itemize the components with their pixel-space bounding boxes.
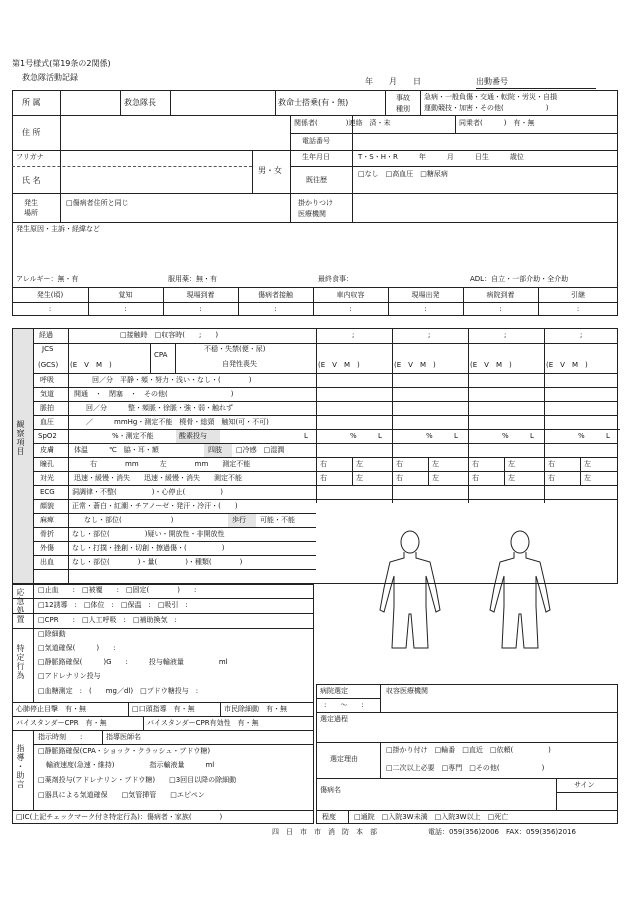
limbs-label: 四肢 xyxy=(208,446,222,454)
timeline-header-3: 傷病者接触 xyxy=(258,291,293,299)
obs-col-pupil-left: 左 xyxy=(432,460,439,468)
allergy-label[interactable]: アレルギー：無・有 xyxy=(16,275,79,283)
cpa-options-row2[interactable]: 自発性喪失 xyxy=(222,360,257,368)
severity-options[interactable]: □通院 □入院3W未満 □入院3W以上 □死亡 xyxy=(354,813,509,821)
bystander-cpr-field[interactable]: バイスタンダーCPR 有・無 xyxy=(16,719,107,727)
obs-col-spo2-pct: % xyxy=(426,432,433,440)
dob-label: 生年月日 xyxy=(302,153,330,161)
emergency-side-label: 応急処置 xyxy=(16,588,25,624)
selection-time-range[interactable]: : ～ : xyxy=(324,701,364,709)
sex-selector[interactable]: 男・女 xyxy=(258,166,282,175)
spo2-label: SpO2 xyxy=(38,432,57,440)
obs-col-pupil-right: 右 xyxy=(396,460,403,468)
obs-col-spo2-pct: % xyxy=(578,432,585,440)
arrest-witness-field[interactable]: 心肺停止目撃 有・無 xyxy=(16,705,86,713)
bleeding-label: 出血 xyxy=(40,558,54,566)
emergency-row3[interactable]: □CPR : □人工呼吸 : □補助換気 : xyxy=(38,616,177,624)
emergency-row2[interactable]: □12誘導 : □体位 : □保温 : □吸引 : xyxy=(38,601,188,609)
timeline-header-5: 現場出発 xyxy=(411,291,440,299)
obs-col-light-left: 左 xyxy=(584,474,591,482)
obs-col-pupil-left: 左 xyxy=(584,460,591,468)
cause-label: 発生原因・主訴・経緯など xyxy=(16,225,100,233)
same-as-address-checkbox[interactable]: □傷病者住所と同じ xyxy=(66,199,129,207)
light-reflex-label: 対光 xyxy=(40,474,54,482)
specific-row1[interactable]: □除細動 xyxy=(38,630,66,638)
obs-col-pupil-right: 右 xyxy=(320,460,327,468)
external-injury-options[interactable]: なし・打撲・挫創・切創・擦過傷・( ) xyxy=(72,544,225,552)
selection-reason-row2[interactable]: □二次以上必要 □専門 □その他( ) xyxy=(386,764,545,772)
timeline-time-field[interactable]: : xyxy=(199,305,202,313)
ecg-options[interactable]: 洞調律・不整( )・心停止( ) xyxy=(72,488,223,496)
light-reflex-options[interactable]: 迅速・緩慢・消失 迅速・緩慢・消失 測定不能 xyxy=(74,474,242,482)
obs-col-time[interactable]: ; xyxy=(428,331,431,339)
timeline-header-1: 覚知 xyxy=(118,291,133,299)
footer-organization: 四 日 市 市 消 防 本 部 xyxy=(272,828,377,836)
gcs-label: (GCS) xyxy=(38,361,59,369)
airway-device-option[interactable]: □器具による気道確保 □気管挿管 □エピペン xyxy=(38,791,205,799)
incident-type-label: 事故 種別 xyxy=(396,94,410,113)
body-diagram[interactable] xyxy=(360,528,580,653)
oxygen-unit: L xyxy=(304,432,308,440)
back-body-figure xyxy=(490,531,550,648)
selection-process-label: 選定過程 xyxy=(320,715,348,723)
paralysis-options[interactable]: なし・部位( ) xyxy=(84,516,174,524)
timeline-time-field[interactable]: : xyxy=(48,305,52,313)
obs-col-pupil-right: 右 xyxy=(548,460,555,468)
gait-options[interactable]: 可能・不能 xyxy=(260,516,295,524)
family-clinic-label: 掛かりつけ 医療機関 xyxy=(298,199,333,218)
timeline-header-7: 引継 xyxy=(571,291,585,299)
paramedic-onboard-label: 救命士搭乗(有・無) xyxy=(278,98,349,107)
timeline-header-6: 病院到着 xyxy=(486,291,515,299)
iv-line-option[interactable]: □静脈路確保(CPA・ショック・クラッシュ・ブドウ糖) xyxy=(38,747,211,755)
guidance-side-label: 指導・助言 xyxy=(16,744,25,789)
obs-col-spo2-pct: % xyxy=(350,432,357,440)
bleeding-options[interactable]: なし・部位( )・量( )・種類( ) xyxy=(72,558,243,566)
footer-contact: 電話：059(356)2006 FAX：059(356)2016 xyxy=(428,828,576,836)
severity-label: 程度 xyxy=(322,813,336,821)
form-title: 救急隊活動記録 xyxy=(22,73,78,82)
obs-col-gcs[interactable]: (E V M ) xyxy=(546,361,588,369)
drug-admin-option[interactable]: □薬剤投与(アドレナリン・ブドウ糖) □3回目以降の除細動 xyxy=(38,776,237,784)
resp-options[interactable]: 回／分 平静・頻・努力・浅い・なし・( ) xyxy=(92,376,252,384)
medication-label[interactable]: 服用薬：無・有 xyxy=(168,275,217,283)
selection-reason-row1[interactable]: □掛かり付け □輪番 □直近 □依頼( ) xyxy=(386,746,551,754)
incident-types-row1[interactable]: 急病・一般負傷・交通・転院・労災・自損 xyxy=(424,93,557,101)
specific-row3[interactable]: □静脈路確保( )G : 投与輸液量 ml xyxy=(38,658,228,666)
cpa-options-row1[interactable]: 不穏・失禁(便・尿) xyxy=(204,345,266,353)
dob-values[interactable]: T・S・H・R 年 月 日生 歳位 xyxy=(358,153,524,161)
history-label: 既往歴 xyxy=(306,176,327,184)
observation-side-label: 観察項目 xyxy=(16,420,25,456)
face-label: 顔貌 xyxy=(40,502,54,510)
obs-col-gcs[interactable]: (E V M ) xyxy=(318,361,360,369)
obs-col-light-left: 左 xyxy=(432,474,439,482)
ecg-label: ECG xyxy=(40,488,55,496)
date-label: 年 月 日 xyxy=(365,77,421,86)
form-number: 第1号様式(第19条の2関係) xyxy=(12,59,111,68)
obs-col-time[interactable]: ; xyxy=(580,331,583,339)
skin-options[interactable]: 体温 ℃ 脇・耳・額 xyxy=(74,446,159,454)
obs-col-light-right: 右 xyxy=(472,474,479,482)
instruction-time-field[interactable]: 指示時刻 : xyxy=(38,733,83,741)
elapsed-options[interactable]: □接触時 □収容時( ; ) xyxy=(120,331,219,339)
cpa-label: CPA xyxy=(154,351,168,359)
timeline-time-field[interactable]: : xyxy=(576,305,580,313)
timeline-header-2: 現場到着 xyxy=(186,291,215,299)
timeline-time-field[interactable]: : xyxy=(499,305,502,313)
obs-col-o2-unit: L xyxy=(606,432,610,440)
airway-label: 気道 xyxy=(40,390,54,398)
obs-col-spo2-pct: % xyxy=(502,432,509,440)
obs-col-light-right: 右 xyxy=(548,474,555,482)
signature-label: サイン xyxy=(574,781,595,789)
specific-row4[interactable]: □アドレナリン投与 xyxy=(38,672,101,680)
adl-label[interactable]: ADL：自立・一部介助・全介助 xyxy=(470,275,569,283)
pulse-label: 脈拍 xyxy=(40,404,54,412)
elapsed-label: 経過 xyxy=(39,331,53,339)
onset-place-label: 発生 場所 xyxy=(24,199,38,217)
selection-reason-label: 選定理由 xyxy=(330,755,358,763)
address-label: 住 所 xyxy=(22,128,41,137)
incident-types-row2[interactable]: 運動競技・加害・その他( ) xyxy=(424,104,549,112)
unit-label: 所 属 xyxy=(22,98,41,107)
obs-col-gcs[interactable]: (E V M ) xyxy=(394,361,436,369)
face-options[interactable]: 正常・蒼白・紅潮・チアノーゼ・発汗・冷汗・( ) xyxy=(72,502,238,510)
obs-col-o2-unit: L xyxy=(454,432,458,440)
timeline-header-0: 発生(頃) xyxy=(36,291,64,299)
related-person-label[interactable]: 関係者( )連絡 済・未 xyxy=(294,119,391,127)
airway-options[interactable]: 開通 ・ 閉塞 ・ その他( ) xyxy=(74,390,234,398)
oral-guidance-field[interactable]: □口頭指導 有・無 xyxy=(132,705,195,713)
companion-label[interactable]: 同乗者( ) 有・無 xyxy=(459,119,535,127)
timeline-time-field[interactable]: : xyxy=(424,305,427,313)
diagnosis-label: 傷病名 xyxy=(320,786,341,794)
phone-label: 電話番号 xyxy=(302,137,330,145)
obs-col-gcs[interactable]: (E V M ) xyxy=(470,361,512,369)
obs-col-pupil-left: 左 xyxy=(508,460,515,468)
oxygen-label: 酸素投与 xyxy=(179,432,207,440)
gait-label: 歩行 xyxy=(232,516,246,524)
last-meal-label: 最終食事： xyxy=(318,275,353,283)
external-injury-label: 外傷 xyxy=(40,544,54,552)
fracture-label: 骨折 xyxy=(40,530,54,538)
specific-side-label: 特定行為 xyxy=(16,644,25,680)
obs-col-time[interactable]: ; xyxy=(352,331,355,339)
paralysis-label: 麻痺 xyxy=(40,516,54,524)
furigana-label: フリガナ xyxy=(16,153,44,161)
obs-col-light-left: 左 xyxy=(356,474,363,482)
pupil-options[interactable]: 右 mm 左 mm 測定不能 xyxy=(90,460,251,468)
timeline-time-field[interactable]: : xyxy=(124,305,127,313)
receiving-hospital-label: 収容医療機関 xyxy=(386,687,428,695)
obs-col-pupil-right: 右 xyxy=(472,460,479,468)
spo2-options[interactable]: %・測定不能 xyxy=(112,432,154,440)
obs-col-light-left: 左 xyxy=(508,474,515,482)
bp-label: 血圧 xyxy=(40,418,54,426)
citizen-aed-field[interactable]: 市民除細動 有・無 xyxy=(224,705,287,713)
obs-col-pupil-left: 左 xyxy=(356,460,363,468)
specific-row5[interactable]: □血糖測定 : ( mg／dl) □ブドウ糖投与 : xyxy=(38,687,199,695)
specific-row2[interactable]: □気道確保( ) : xyxy=(38,644,116,652)
timeline-header-4: 車内収容 xyxy=(336,291,365,299)
pupil-label: 瞳孔 xyxy=(40,460,54,468)
resp-label: 呼吸 xyxy=(40,376,54,384)
obs-col-o2-unit: L xyxy=(530,432,534,440)
hospital-selection-label: 病院選定 xyxy=(320,687,348,695)
gcs-evm-field[interactable]: (E V M ) xyxy=(70,361,112,369)
instructing-doctor-field[interactable]: 指導医師名 xyxy=(106,733,141,741)
obs-col-light-right: 右 xyxy=(320,474,327,482)
skin-label: 皮膚 xyxy=(40,446,54,454)
fracture-options[interactable]: なし・部位( )疑い・開放性・非開放性 xyxy=(72,530,225,538)
dispatch-number-label: 出動番号 xyxy=(476,77,508,86)
informed-consent-option[interactable]: □IC(上記チェックマーク付き特定行為)：傷病者・家族( ) xyxy=(16,813,223,821)
pulse-options[interactable]: 回／分 整・頻脈・徐脈・強・弱・触れず xyxy=(86,404,233,412)
timeline-time-field[interactable]: : xyxy=(274,305,277,313)
captain-label: 救急隊長 xyxy=(124,98,156,107)
name-label: 氏 名 xyxy=(22,176,41,185)
limbs-options[interactable]: □冷感 □湿潤 xyxy=(236,446,285,454)
bystander-cpr-effect-field[interactable]: バイスタンダーCPR有効性 有・無 xyxy=(147,719,259,727)
history-options[interactable]: □なし □高血圧 □糖尿病 xyxy=(358,170,448,178)
front-body-figure xyxy=(380,531,440,648)
bp-options[interactable]: ／ mmHg・測定不能 橈骨・総頸 触知(可・不可) xyxy=(86,418,269,426)
obs-col-light-right: 右 xyxy=(396,474,403,482)
obs-col-o2-unit: L xyxy=(378,432,382,440)
timeline-time-field[interactable]: : xyxy=(349,305,352,313)
emergency-row1[interactable]: □止血 : □被覆 : □固定( ) : xyxy=(38,586,197,594)
jcs-label: JCS xyxy=(42,345,54,353)
obs-col-time[interactable]: ; xyxy=(504,331,507,339)
infusion-rate-field[interactable]: 輸液速度(急速・維持) 指示輸液量 ml xyxy=(46,761,215,769)
